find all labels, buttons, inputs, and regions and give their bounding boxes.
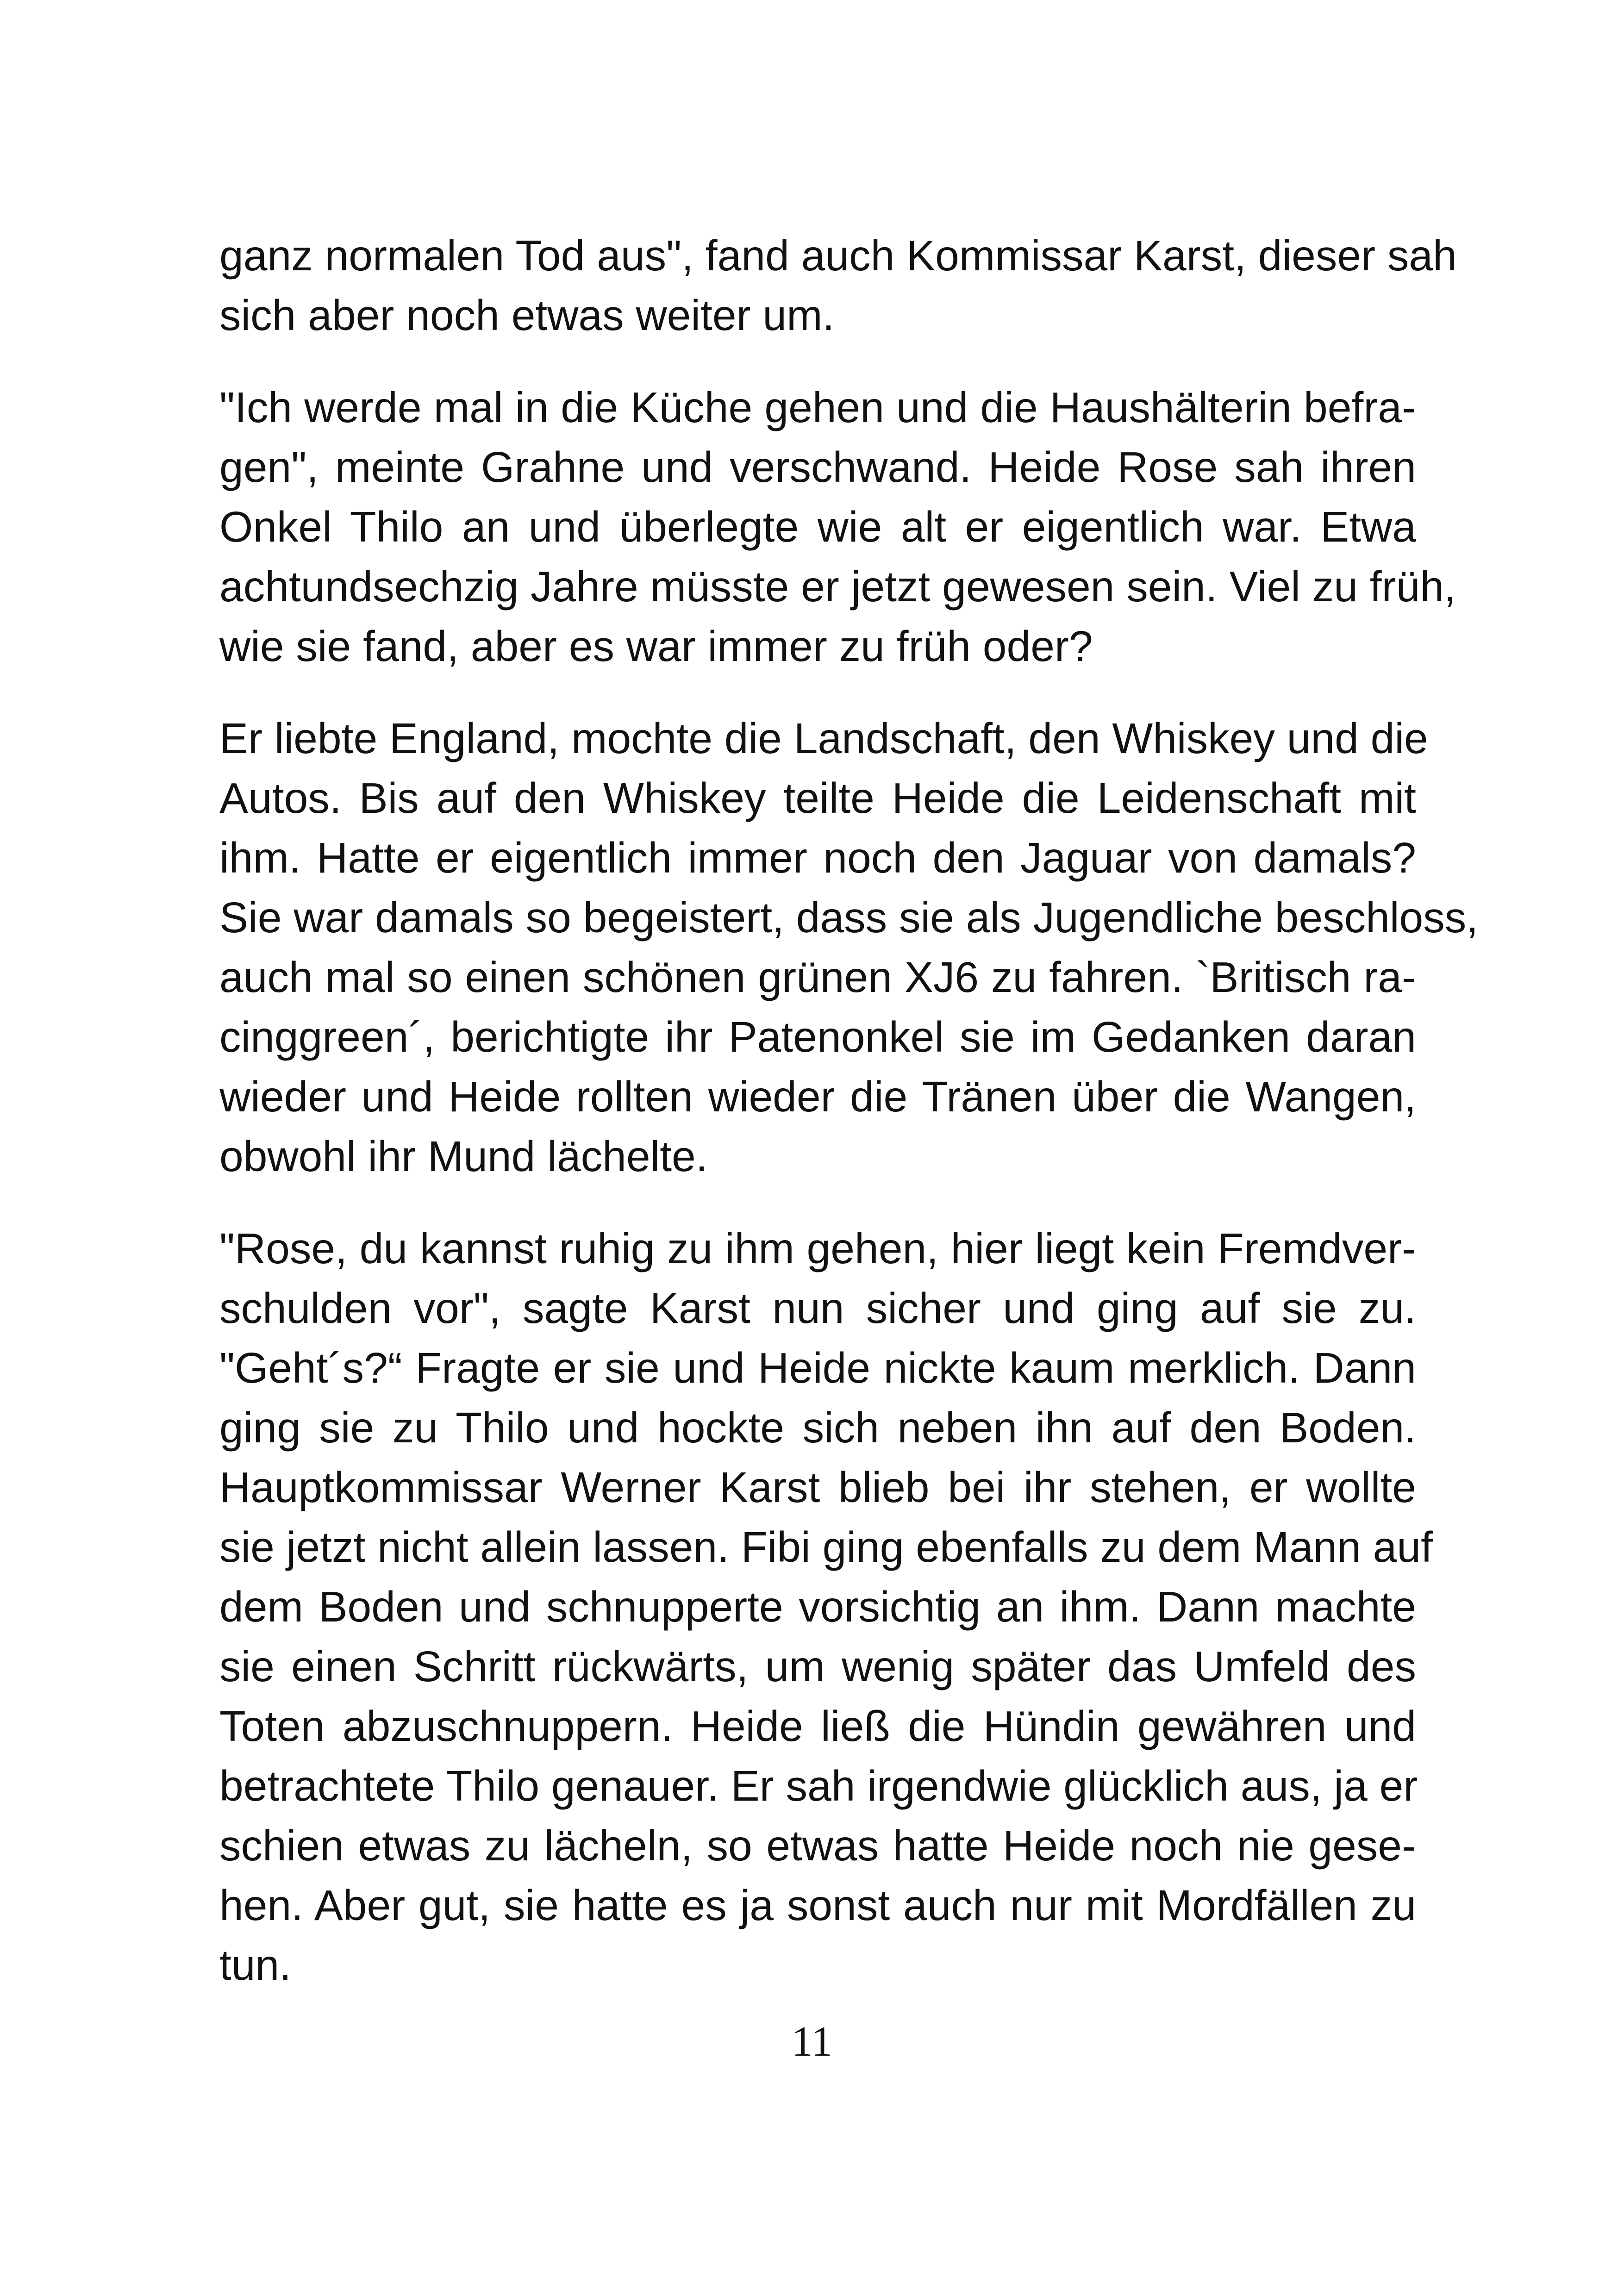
text-line: schulden vor", sagte Karst nun sicher und ging auf sie zu. [219, 1284, 1416, 1332]
text-line: ging sie zu Thilo und hockte sich neben ihn auf den Boden. [219, 1403, 1416, 1452]
paragraph-4 [219, 1219, 1433, 1995]
page-number: 11 [791, 2018, 833, 2065]
text-line: dem Boden und schnupperte vorsichtig an ihm. Dann machte [219, 1583, 1416, 1631]
text-line: sich aber noch etwas weiter um. [219, 291, 835, 339]
text-line: "Geht´s?“ Fragte er sie und Heide nickte kaum merklich. Dann [219, 1344, 1416, 1392]
text-line: hen. Aber gut, sie hatte es ja sonst auch nur mit Mordfällen zu [219, 1881, 1416, 1929]
text-line: Er liebte England, mochte die Landschaft, den Whiskey und die [219, 714, 1428, 762]
text-line: wieder und Heide rollten wieder die Tränen über die Wangen, [219, 1073, 1416, 1121]
paragraph-2 [219, 378, 1456, 676]
text-line: gen", meinte Grahne und verschwand. Heide Rose sah ihren [219, 443, 1416, 491]
text-line: wie sie fand, aber es war immer zu früh oder? [219, 622, 1093, 670]
text-line: betrachtete Thilo genauer. Er sah irgendwie glücklich aus, ja er [219, 1762, 1418, 1810]
body-text [219, 226, 1479, 2027]
text-line: achtundsechzig Jahre müsste er jetzt gewesen sein. Viel zu früh, [219, 562, 1456, 611]
text-line: ganz normalen Tod aus", fand auch Kommissar Karst, dieser sah [219, 231, 1457, 280]
text-line: schien etwas zu lächeln, so etwas hatte Heide noch nie gese- [219, 1821, 1416, 1870]
text-line: obwohl ihr Mund lächelte. [219, 1132, 708, 1180]
text-line: Sie war damals so begeistert, dass sie als Jugendliche beschloss, [219, 893, 1479, 942]
text-line: Autos. Bis auf den Whiskey teilte Heide die Leidenschaft mit [219, 774, 1416, 822]
text-line: tun. [219, 1941, 292, 1989]
text-line: sie jetzt nicht allein lassen. Fibi ging ebenfalls zu dem Mann auf [219, 1523, 1433, 1571]
paragraph-3 [219, 709, 1479, 1186]
text-line: sie einen Schritt rückwärts, um wenig später das Umfeld des [219, 1642, 1416, 1690]
text-line: ihm. Hatte er eigentlich immer noch den Jaguar von damals? [219, 834, 1416, 882]
text-line: Onkel Thilo an und überlegte wie alt er eigentlich war. Etwa [219, 503, 1416, 551]
text-line: auch mal so einen schönen grünen XJ6 zu fahren. `Britisch ra- [219, 953, 1416, 1001]
text-line: Hauptkommissar Werner Karst blieb bei ihr stehen, er wollte [219, 1463, 1416, 1511]
text-line: cinggreen´, berichtigte ihr Patenonkel sie im Gedanken daran [219, 1013, 1416, 1061]
paragraph-1 [219, 226, 1457, 345]
text-line: "Ich werde mal in die Küche gehen und die Haushälterin befra- [219, 383, 1416, 431]
text-line: "Rose, du kannst ruhig zu ihm gehen, hier liegt kein Fremdver- [219, 1224, 1416, 1272]
text-line: Toten abzuschnuppern. Heide ließ die Hündin gewähren und [219, 1702, 1416, 1750]
